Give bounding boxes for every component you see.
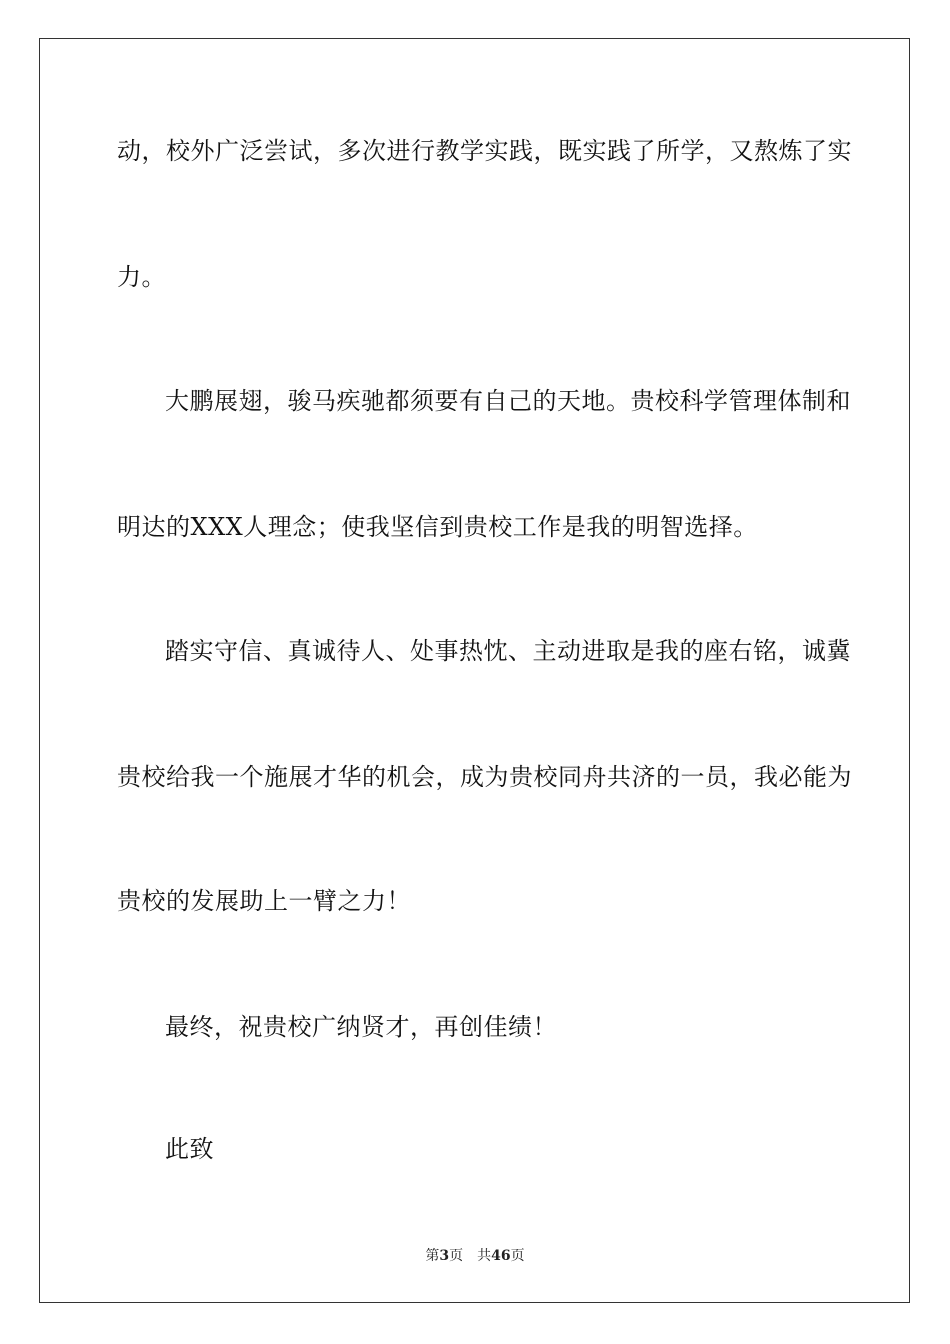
page-suffix: 页 (449, 1248, 464, 1264)
total-suffix: 页 (510, 1248, 525, 1264)
body-line-2: 力。 (117, 263, 166, 291)
body-line-4: 明达的XXX人理念；使我坚信到贵校工作是我的明智选择。 (117, 513, 758, 541)
body-line-1: 动，校外广泛尝试，多次进行教学实践，既实践了所学，又熬炼了实 (117, 137, 852, 165)
closing-line: 此致 (165, 1135, 214, 1163)
page-frame (39, 38, 910, 1303)
total-prefix: 共 (477, 1248, 492, 1264)
body-line-7: 贵校的发展助上一臂之力！ (117, 887, 411, 915)
page-number: 3 (439, 1248, 450, 1264)
total-pages: 46 (491, 1248, 511, 1264)
page-footer (0, 1246, 950, 1266)
body-line-6: 贵校给我一个施展才华的机会，成为贵校同舟共济的一员，我必能为 (117, 763, 852, 791)
page-prefix: 第 (425, 1248, 440, 1264)
body-line-5: 踏实守信、真诚待人、处事热忱、主动进取是我的座右铭，诚冀 (165, 637, 851, 665)
body-line-8: 最终，祝贵校广纳贤才，再创佳绩！ (165, 1013, 557, 1041)
body-line-3: 大鹏展翅，骏马疾驰都须要有自己的天地。贵校科学管理体制和 (165, 387, 851, 415)
